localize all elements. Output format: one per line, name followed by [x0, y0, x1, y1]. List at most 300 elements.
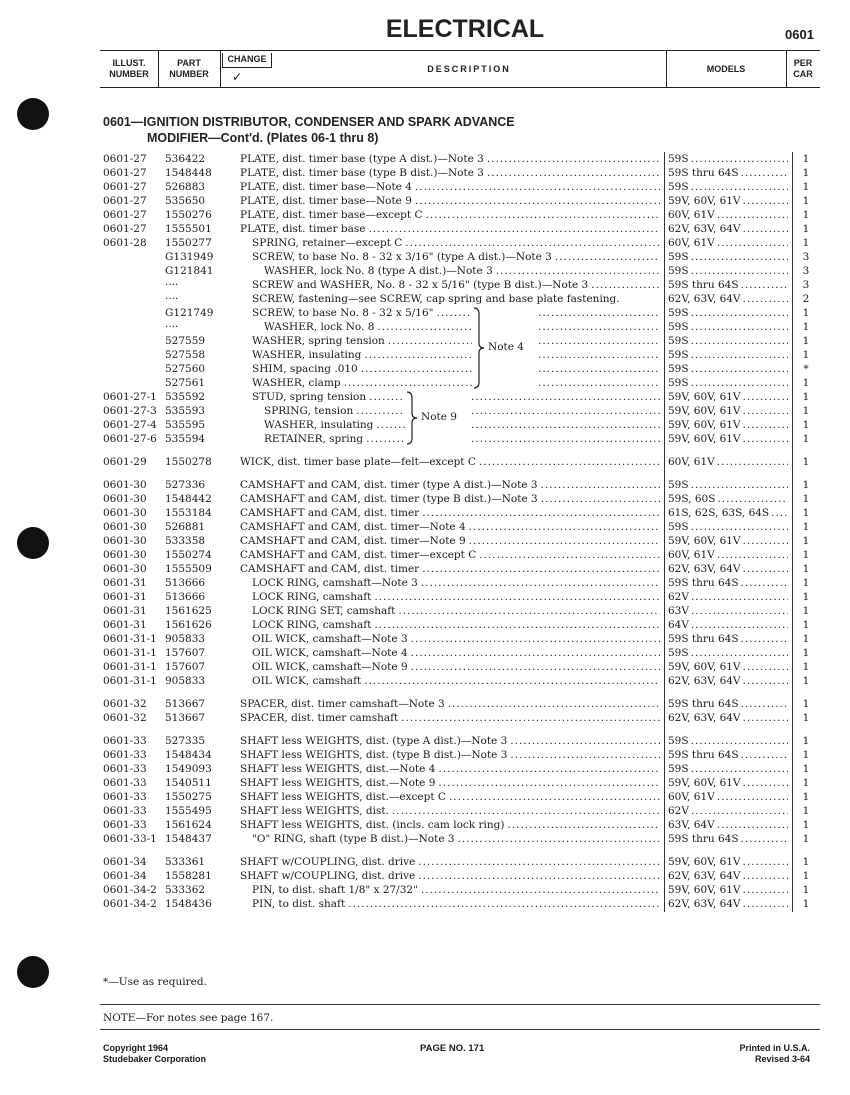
- table-row: [0, 376, 850, 390]
- part-description-text: PLATE, dist. timer base (type A dist.)—Note 3: [240, 153, 484, 165]
- col-per-car-line2: CAR: [793, 69, 813, 79]
- part-description: [252, 897, 660, 911]
- dot-leader: [398, 604, 660, 618]
- models-text: 62V, 63V, 64V: [668, 870, 741, 882]
- quantity-per-car: 1: [802, 479, 810, 491]
- quantity-per-car: 1: [802, 405, 810, 417]
- quantity-per-car: 1: [802, 349, 810, 361]
- quantity-per-car: 1: [802, 549, 810, 561]
- section-number: 0601: [785, 27, 814, 42]
- dot-leader: [743, 222, 788, 236]
- models: [668, 390, 788, 404]
- table-row: [0, 590, 850, 604]
- dot-leader: [535, 320, 660, 334]
- quantity-per-car: 1: [802, 521, 810, 533]
- illust-number: 0601-27: [103, 181, 147, 193]
- models: [668, 618, 788, 632]
- table-row: [0, 180, 850, 194]
- part-description: [264, 432, 405, 446]
- quantity-per-car: 3: [802, 265, 810, 277]
- dot-leader: [415, 180, 660, 194]
- models: [668, 348, 788, 362]
- illust-number: 0601-34: [103, 870, 147, 882]
- models-text: 59S thru 64S: [668, 698, 739, 710]
- part-number: 526881: [165, 521, 206, 533]
- dot-leader: [374, 590, 660, 604]
- quantity-per-car: 1: [802, 195, 810, 207]
- quantity-per-car: 1: [802, 819, 810, 831]
- part-number: 1558281: [165, 870, 212, 882]
- dot-leader: [691, 250, 788, 264]
- part-description-text: STUD, spring tension: [252, 391, 367, 403]
- part-description: [252, 306, 472, 320]
- dot-leader: [691, 762, 788, 776]
- quantity-per-car: 1: [802, 577, 810, 589]
- illust-number: 0601-31: [103, 605, 147, 617]
- dot-leader: [717, 236, 788, 250]
- dot-leader: [741, 632, 788, 646]
- part-description-text: LOCK RING, camshaft: [252, 619, 372, 631]
- part-number: ····: [165, 279, 179, 291]
- part-number: 1548442: [165, 493, 212, 505]
- quantity-per-car: 1: [802, 377, 810, 389]
- part-description-text: SHIM, spacing .010: [252, 363, 358, 375]
- dot-leader: [691, 618, 788, 632]
- quantity-per-car: 1: [802, 535, 810, 547]
- dot-leader: [468, 418, 660, 432]
- table-row: [0, 562, 850, 576]
- part-description: [252, 250, 660, 264]
- part-number: 1561625: [165, 605, 212, 617]
- asterisk-note: *—Use as required.: [103, 976, 207, 988]
- models: [668, 697, 788, 711]
- part-number: 1540511: [165, 777, 212, 789]
- part-number: 1548437: [165, 833, 212, 845]
- part-description-text: CAMSHAFT and CAM, dist. timer—Note 9: [240, 535, 466, 547]
- dot-leader: [401, 711, 660, 725]
- models-text: 59S thru 64S: [668, 833, 739, 845]
- dot-leader: [422, 562, 660, 576]
- footer-rule-bottom: [100, 1029, 820, 1030]
- illust-number: 0601-34: [103, 856, 147, 868]
- part-number: 1555509: [165, 563, 212, 575]
- dot-leader: [438, 762, 660, 776]
- models-text: 59V, 60V, 61V: [668, 661, 741, 673]
- table-row: [0, 264, 850, 278]
- part-description-text: WASHER, lock No. 8 (type A dist.)—Note 3: [264, 265, 493, 277]
- dot-leader: [437, 306, 473, 320]
- part-number: ····: [165, 293, 179, 305]
- models-text: 59S thru 64S: [668, 633, 739, 645]
- dot-leader: [741, 748, 788, 762]
- illust-number: 0601-30: [103, 563, 147, 575]
- illust-number: 0601-31-1: [103, 647, 157, 659]
- dot-leader: [691, 590, 788, 604]
- table-row: [0, 348, 850, 362]
- part-number: 1550277: [165, 237, 212, 249]
- part-description: [252, 348, 472, 362]
- part-number: 536422: [165, 153, 206, 165]
- table-row: [0, 534, 850, 548]
- models-text: 59V, 60V, 61V: [668, 405, 741, 417]
- part-number: ····: [165, 321, 179, 333]
- part-description-text: PLATE, dist. timer base—except C: [240, 209, 423, 221]
- part-description: [264, 320, 472, 334]
- dot-leader: [377, 320, 472, 334]
- part-number: 905833: [165, 633, 206, 645]
- dot-leader: [691, 734, 788, 748]
- models-text: 59S: [668, 521, 689, 533]
- group-note-label: Note 9: [421, 411, 457, 423]
- part-description-text: SHAFT less WEIGHTS, dist. (type A dist.)—Note 3: [240, 735, 508, 747]
- part-description: [240, 208, 660, 222]
- part-number: 513667: [165, 712, 206, 724]
- models-text: 59V, 60V, 61V: [668, 856, 741, 868]
- dot-leader: [691, 348, 788, 362]
- table-row: [0, 618, 850, 632]
- dot-leader: [487, 152, 660, 166]
- models: [668, 376, 788, 390]
- part-description-text: WASHER, clamp: [252, 377, 341, 389]
- dot-leader: [438, 776, 660, 790]
- models-text: 59V, 60V, 61V: [668, 419, 741, 431]
- illust-number: 0601-30: [103, 493, 147, 505]
- part-description-text: SHAFT less WEIGHTS, dist. (incls. cam lock ring): [240, 819, 505, 831]
- part-description: [240, 697, 660, 711]
- quantity-per-car: 1: [802, 493, 810, 505]
- dot-leader: [541, 492, 660, 506]
- models: [668, 320, 788, 334]
- quantity-per-car: 1: [802, 647, 810, 659]
- dot-leader: [743, 404, 788, 418]
- models: [668, 404, 788, 418]
- part-description: [252, 632, 660, 646]
- models-text: 59S thru 64S: [668, 749, 739, 761]
- col-illust-line2: NUMBER: [109, 69, 149, 79]
- table-row: [0, 306, 850, 320]
- models: [668, 576, 788, 590]
- part-description-text: LOCK RING, camshaft—Note 3: [252, 577, 418, 589]
- part-description: [240, 734, 660, 748]
- dot-leader: [361, 362, 472, 376]
- part-description-text: LOCK RING SET, camshaft: [252, 605, 396, 617]
- part-description: [240, 869, 660, 883]
- models-text: 59S: [668, 349, 689, 361]
- part-description-text: CAMSHAFT and CAM, dist. timer: [240, 507, 420, 519]
- illust-number: 0601-27-6: [103, 433, 157, 445]
- dot-leader: [743, 390, 788, 404]
- part-description: [240, 478, 660, 492]
- quantity-per-car: 1: [802, 433, 810, 445]
- col-change-header: CHANGE: [222, 53, 272, 68]
- part-description: [240, 776, 660, 790]
- illust-number: 0601-31: [103, 619, 147, 631]
- table-row: [0, 818, 850, 832]
- models-text: 59S: [668, 735, 689, 747]
- dot-leader: [468, 404, 660, 418]
- dot-leader: [425, 208, 660, 222]
- table-row: [0, 362, 850, 376]
- dot-leader: [469, 534, 660, 548]
- illust-number: 0601-27-3: [103, 405, 157, 417]
- part-number: 513667: [165, 698, 206, 710]
- models: [668, 264, 788, 278]
- part-description: [252, 292, 660, 306]
- quantity-per-car: 1: [802, 833, 810, 845]
- col-per-car-line1: PER: [793, 58, 813, 68]
- group-brace-path: [474, 308, 484, 388]
- part-number: 535594: [165, 433, 206, 445]
- dot-leader: [496, 264, 660, 278]
- models: [668, 506, 788, 520]
- models-text: 60V, 61V: [668, 237, 715, 249]
- dot-leader: [691, 180, 788, 194]
- illust-number: 0601-31: [103, 577, 147, 589]
- part-number: 535595: [165, 419, 206, 431]
- dot-leader: [743, 418, 788, 432]
- table-row: [0, 734, 850, 748]
- part-number: 1548434: [165, 749, 212, 761]
- part-description: [252, 576, 660, 590]
- part-description-text: "O" RING, shaft (type B dist.)—Note 3: [252, 833, 455, 845]
- part-number: 1555501: [165, 223, 212, 235]
- models-text: 59S: [668, 265, 689, 277]
- table-row: [0, 208, 850, 222]
- models-text: 59S, 60S: [668, 493, 716, 505]
- models-text: 59S: [668, 181, 689, 193]
- quantity-per-car: 1: [802, 749, 810, 761]
- illust-number: 0601-33: [103, 735, 147, 747]
- models-text: 59S thru 64S: [668, 167, 739, 179]
- part-description: [252, 618, 660, 632]
- part-description: [240, 548, 660, 562]
- models-text: 59S: [668, 251, 689, 263]
- dot-leader: [771, 506, 788, 520]
- part-description-text: SHAFT w/COUPLING, dist. drive: [240, 870, 416, 882]
- models-text: 59S: [668, 335, 689, 347]
- models: [668, 208, 788, 222]
- quantity-per-car: 1: [802, 507, 810, 519]
- part-description: [252, 883, 660, 897]
- part-description-text: WASHER, insulating: [252, 349, 362, 361]
- part-number: 1555495: [165, 805, 212, 817]
- quantity-per-car: 3: [802, 279, 810, 291]
- models-text: 59S: [668, 647, 689, 659]
- models: [668, 590, 788, 604]
- part-description: [240, 455, 660, 469]
- dot-leader: [479, 455, 660, 469]
- illust-number: 0601-27: [103, 223, 147, 235]
- section-heading-line1: 0601—IGNITION DISTRIBUTOR, CONDENSER AND SPARK ADVANCE: [103, 115, 515, 129]
- part-description-text: WASHER, lock No. 8: [264, 321, 375, 333]
- part-description: [252, 832, 660, 846]
- part-description-text: SPACER, dist. timer camshaft—Note 3: [240, 698, 445, 710]
- dot-leader: [411, 660, 660, 674]
- part-description: [240, 711, 660, 725]
- illust-number: 0601-33: [103, 749, 147, 761]
- printed-line1: Printed in U.S.A.: [739, 1043, 810, 1053]
- dot-leader: [541, 478, 660, 492]
- notes-reference: NOTE—For notes see page 167.: [103, 1012, 274, 1024]
- illust-number: 0601-33: [103, 819, 147, 831]
- dot-leader: [691, 376, 788, 390]
- col-part-line1: PART: [177, 58, 201, 68]
- dot-leader: [717, 548, 788, 562]
- dot-leader: [691, 152, 788, 166]
- illust-number: 0601-27: [103, 209, 147, 221]
- quantity-per-car: 1: [802, 856, 810, 868]
- models-text: 59V, 60V, 61V: [668, 777, 741, 789]
- quantity-per-car: 1: [802, 712, 810, 724]
- dot-leader: [448, 697, 660, 711]
- dot-leader: [535, 376, 660, 390]
- models: [668, 152, 788, 166]
- part-description: [252, 674, 660, 688]
- dot-leader: [369, 390, 405, 404]
- part-number: 1550274: [165, 549, 212, 561]
- part-number: 527335: [165, 735, 206, 747]
- part-description: [240, 506, 660, 520]
- models: [668, 660, 788, 674]
- part-description-text: PLATE, dist. timer base: [240, 223, 366, 235]
- models: [668, 883, 788, 897]
- dot-leader: [388, 334, 472, 348]
- illust-number: 0601-27: [103, 167, 147, 179]
- models-text: 60V, 61V: [668, 456, 715, 468]
- part-description-text: SPRING, retainer—except C: [252, 237, 403, 249]
- dot-leader: [366, 432, 405, 446]
- col-models-header: MODELS: [706, 63, 746, 74]
- part-number: 527561: [165, 377, 206, 389]
- models: [668, 711, 788, 725]
- part-number: 157607: [165, 661, 206, 673]
- dot-leader: [469, 520, 660, 534]
- part-number: 157607: [165, 647, 206, 659]
- table-row: [0, 674, 850, 688]
- part-description-text: CAMSHAFT and CAM, dist. timer (type A dist.)—Note 3: [240, 479, 538, 491]
- part-number: 1550278: [165, 456, 212, 468]
- models: [668, 534, 788, 548]
- dot-leader: [691, 604, 788, 618]
- table-row: [0, 250, 850, 264]
- part-description-text: SHAFT less WEIGHTS, dist. (type B dist.)—Note 3: [240, 749, 508, 761]
- part-description: [252, 362, 472, 376]
- illust-number: 0601-33-1: [103, 833, 157, 845]
- dot-leader: [741, 697, 788, 711]
- part-description-text: SCREW and WASHER, No. 8 - 32 x 5/16" (type B dist.)—Note 3: [252, 279, 589, 291]
- copyright-line1: Copyright 1964: [103, 1043, 169, 1053]
- models: [668, 222, 788, 236]
- models: [668, 250, 788, 264]
- part-description: [252, 660, 660, 674]
- quantity-per-car: 1: [802, 223, 810, 235]
- part-description: [252, 376, 472, 390]
- dot-leader: [535, 362, 660, 376]
- dot-leader: [717, 790, 788, 804]
- models: [668, 306, 788, 320]
- table-row: [0, 492, 850, 506]
- part-description: [240, 520, 660, 534]
- part-description: [252, 646, 660, 660]
- models-text: 59S thru 64S: [668, 577, 739, 589]
- table-row: [0, 236, 850, 250]
- dot-leader: [422, 506, 660, 520]
- part-description: [240, 855, 660, 869]
- dot-leader: [743, 194, 788, 208]
- copyright-line2: Studebaker Corporation: [103, 1054, 207, 1064]
- page-number: PAGE NO. 171: [420, 1043, 485, 1054]
- dot-leader: [507, 818, 660, 832]
- quantity-per-car: 1: [802, 307, 810, 319]
- quantity-per-car: 1: [802, 791, 810, 803]
- part-description: [252, 236, 660, 250]
- part-description: [240, 818, 660, 832]
- models-text: 59S: [668, 153, 689, 165]
- models: [668, 194, 788, 208]
- dot-leader: [405, 236, 660, 250]
- part-number: 1561626: [165, 619, 212, 631]
- models-text: 62V: [668, 805, 689, 817]
- models: [668, 562, 788, 576]
- dot-leader: [487, 166, 660, 180]
- part-description: [252, 334, 472, 348]
- models-text: 62V, 63V, 64V: [668, 898, 741, 910]
- dot-leader: [510, 748, 660, 762]
- dot-leader: [364, 674, 660, 688]
- check-mark-icon: ✓: [232, 70, 243, 84]
- dot-leader: [368, 222, 660, 236]
- dot-leader: [535, 348, 660, 362]
- models: [668, 478, 788, 492]
- dot-leader: [691, 646, 788, 660]
- models-text: 59S: [668, 763, 689, 775]
- part-number: 533362: [165, 884, 206, 896]
- part-description-text: SPACER, dist. timer camshaft: [240, 712, 399, 724]
- part-number: 527336: [165, 479, 206, 491]
- table-row: [0, 660, 850, 674]
- part-description: [264, 404, 405, 418]
- illust-number: 0601-29: [103, 456, 147, 468]
- table-row: [0, 711, 850, 725]
- part-number: 513666: [165, 591, 206, 603]
- dot-leader: [691, 334, 788, 348]
- part-number: 1548448: [165, 167, 212, 179]
- table-row: [0, 762, 850, 776]
- models-text: 63V, 64V: [668, 819, 715, 831]
- dot-leader: [449, 790, 660, 804]
- models-text: 59S thru 64S: [668, 279, 739, 291]
- models-text: 62V, 63V, 64V: [668, 712, 741, 724]
- dot-leader: [421, 883, 660, 897]
- quantity-per-car: 1: [802, 391, 810, 403]
- quantity-per-car: 1: [802, 661, 810, 673]
- dot-leader: [741, 166, 788, 180]
- quantity-per-car: 1: [802, 456, 810, 468]
- dot-leader: [421, 576, 660, 590]
- col-description-header: DESCRIPTION: [427, 63, 511, 74]
- models-text: 60V, 61V: [668, 791, 715, 803]
- part-description-text: SHAFT less WEIGHTS, dist.: [240, 805, 389, 817]
- models: [668, 418, 788, 432]
- dot-leader: [392, 804, 660, 818]
- section-heading-line2: MODIFIER—Cont'd. (Plates 06-1 thru 8): [147, 131, 379, 145]
- quantity-per-car: 1: [802, 619, 810, 631]
- dot-leader: [743, 776, 788, 790]
- part-description-text: OIL WICK, camshaft: [252, 675, 362, 687]
- illust-number: 0601-31-1: [103, 661, 157, 673]
- models: [668, 492, 788, 506]
- models-text: 62V, 63V, 64V: [668, 675, 741, 687]
